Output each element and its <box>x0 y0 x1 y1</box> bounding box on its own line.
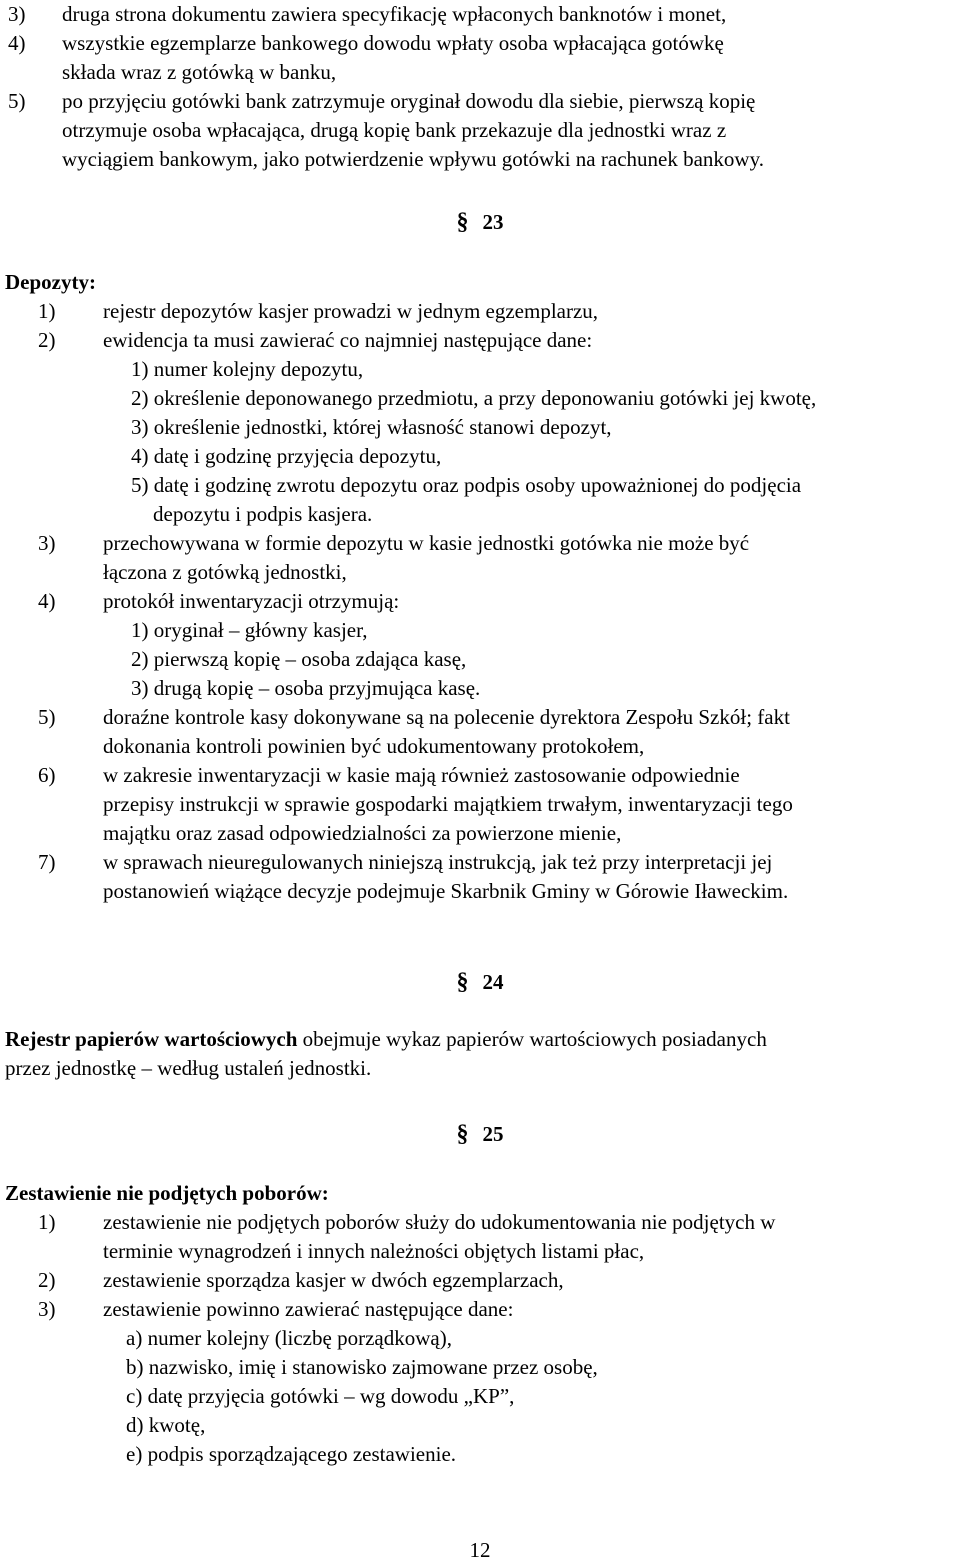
list-item-text: po przyjęciu gotówki bank zatrzymuje oryginał dowodu dla siebie, pierwszą kopię <box>62 89 756 113</box>
list-item-text: postanowień wiążące decyzje podejmuje Skarbnik Gminy w Górowie Iławeckim. <box>103 879 789 903</box>
list-item-text: rejestr depozytów kasjer prowadzi w jednym egzemplarzu, <box>103 299 599 323</box>
sub-list-item: a) numer kolejny (liczbę porządkową), <box>126 1326 452 1350</box>
list-item-text: przechowywana w formie depozytu w kasie jednostki gotówka nie może być <box>103 531 750 555</box>
list-number: 7) <box>38 850 56 874</box>
list-item-text: terminie wynagrodzeń i innych należności objętych listami płac, <box>103 1239 645 1263</box>
list-number: 1) <box>38 1210 56 1234</box>
list-number: 1) <box>38 299 56 323</box>
sub-list-item: d) kwotę, <box>126 1413 206 1437</box>
list-item-text: majątku oraz zasad odpowiedzialności za powierzone mienie, <box>103 821 622 845</box>
sub-list-item: 4) datę i godzinę przyjęcia depozytu, <box>131 444 442 468</box>
list-item-text: doraźne kontrole kasy dokonywane są na polecenie dyrektora Zespołu Szkół; fakt <box>103 705 790 729</box>
list-number: 3) <box>38 531 56 555</box>
section-number: 23 <box>482 210 504 234</box>
sub-list-item: e) podpis sporządzającego zestawienie. <box>126 1442 457 1466</box>
section-title-zestawienie: Zestawienie nie podjętych poborów: <box>5 1181 329 1205</box>
section-heading-24 <box>0 970 960 994</box>
list-item-text: zestawienie sporządza kasjer w dwóch egzemplarzach, <box>103 1268 564 1292</box>
list-item-text: w zakresie inwentaryzacji w kasie mają również zastosowanie odpowiednie <box>103 763 740 787</box>
rejestr-bold-lead: Rejestr papierów wartościowych <box>5 1027 298 1051</box>
list-number: 3) <box>38 1297 56 1321</box>
list-item-text: wyciągiem bankowym, jako potwierdzenie wpływu gotówki na rachunek bankowy. <box>62 147 764 171</box>
section-symbol: § <box>456 1121 469 1147</box>
list-number: 5) <box>38 705 56 729</box>
list-number: 6) <box>38 763 56 787</box>
sub-list-item: b) nazwisko, imię i stanowisko zajmowane przez osobę, <box>126 1355 598 1379</box>
sub-list-item: 3) drugą kopię – osoba przyjmująca kasę. <box>131 676 481 700</box>
list-item-text: otrzymuje osoba wpłacająca, drugą kopię bank przekazuje dla jednostki wraz z <box>62 118 727 142</box>
list-item-text: składa wraz z gotówką w banku, <box>62 60 337 84</box>
list-number: 4) <box>38 589 56 613</box>
list-item-text: druga strona dokumentu zawiera specyfikację wpłaconych banknotów i monet, <box>62 2 727 26</box>
list-number: 5) <box>8 89 26 113</box>
section-heading-23 <box>0 210 960 234</box>
rejestr-paragraph-line <box>5 1029 767 1050</box>
list-item-text: protokół inwentaryzacji otrzymują: <box>103 589 400 613</box>
list-number: 3) <box>8 2 26 26</box>
list-number: 2) <box>38 328 56 352</box>
list-item-text: ewidencja ta musi zawierać co najmniej następujące dane: <box>103 328 593 352</box>
rejestr-paragraph-line: przez jednostkę – według ustaleń jednostki. <box>5 1056 372 1080</box>
section-number: 25 <box>482 1122 504 1146</box>
list-item-text: przepisy instrukcji w sprawie gospodarki majątkiem trwałym, inwentaryzacji tego <box>103 792 793 816</box>
sub-list-item: 3) określenie jednostki, której własność stanowi depozyt, <box>131 415 612 439</box>
list-item-text: zestawienie nie podjętych poborów służy do udokumentowania nie podjętych w <box>103 1210 776 1234</box>
section-number: 24 <box>482 970 504 994</box>
sub-list-item: 2) pierwszą kopię – osoba zdająca kasę, <box>131 647 467 671</box>
list-item-text: w sprawach nieuregulowanych niniejszą instrukcją, jak też przy interpretacji jej <box>103 850 773 874</box>
section-heading-25 <box>0 1122 960 1146</box>
sub-list-item: 1) oryginał – główny kasjer, <box>131 618 368 642</box>
list-item-text: zestawienie powinno zawierać następujące dane: <box>103 1297 514 1321</box>
list-item-text: wszystkie egzemplarze bankowego dowodu wpłaty osoba wpłacająca gotówkę <box>62 31 724 55</box>
list-number: 4) <box>8 31 26 55</box>
section-symbol: § <box>456 209 469 235</box>
list-item-text: łączona z gotówką jednostki, <box>103 560 347 584</box>
section-symbol: § <box>456 969 469 995</box>
rejestr-text: obejmuje wykaz papierów wartościowych posiadanych <box>297 1027 767 1051</box>
sub-list-item: depozytu i podpis kasjera. <box>153 502 373 526</box>
list-item-text: dokonania kontroli powinien być udokumentowany protokołem, <box>103 734 645 758</box>
page-number: 12 <box>469 1538 491 1562</box>
sub-list-item: 2) określenie deponowanego przedmiotu, a przy deponowaniu gotówki jej kwotę, <box>131 386 817 410</box>
list-number: 2) <box>38 1268 56 1292</box>
sub-list-item: c) datę przyjęcia gotówki – wg dowodu „KP”, <box>126 1384 515 1408</box>
sub-list-item: 5) datę i godzinę zwrotu depozytu oraz podpis osoby upoważnionej do podjęcia <box>131 473 802 497</box>
section-title-depozyty: Depozyty: <box>5 270 96 294</box>
sub-list-item: 1) numer kolejny depozytu, <box>131 357 364 381</box>
